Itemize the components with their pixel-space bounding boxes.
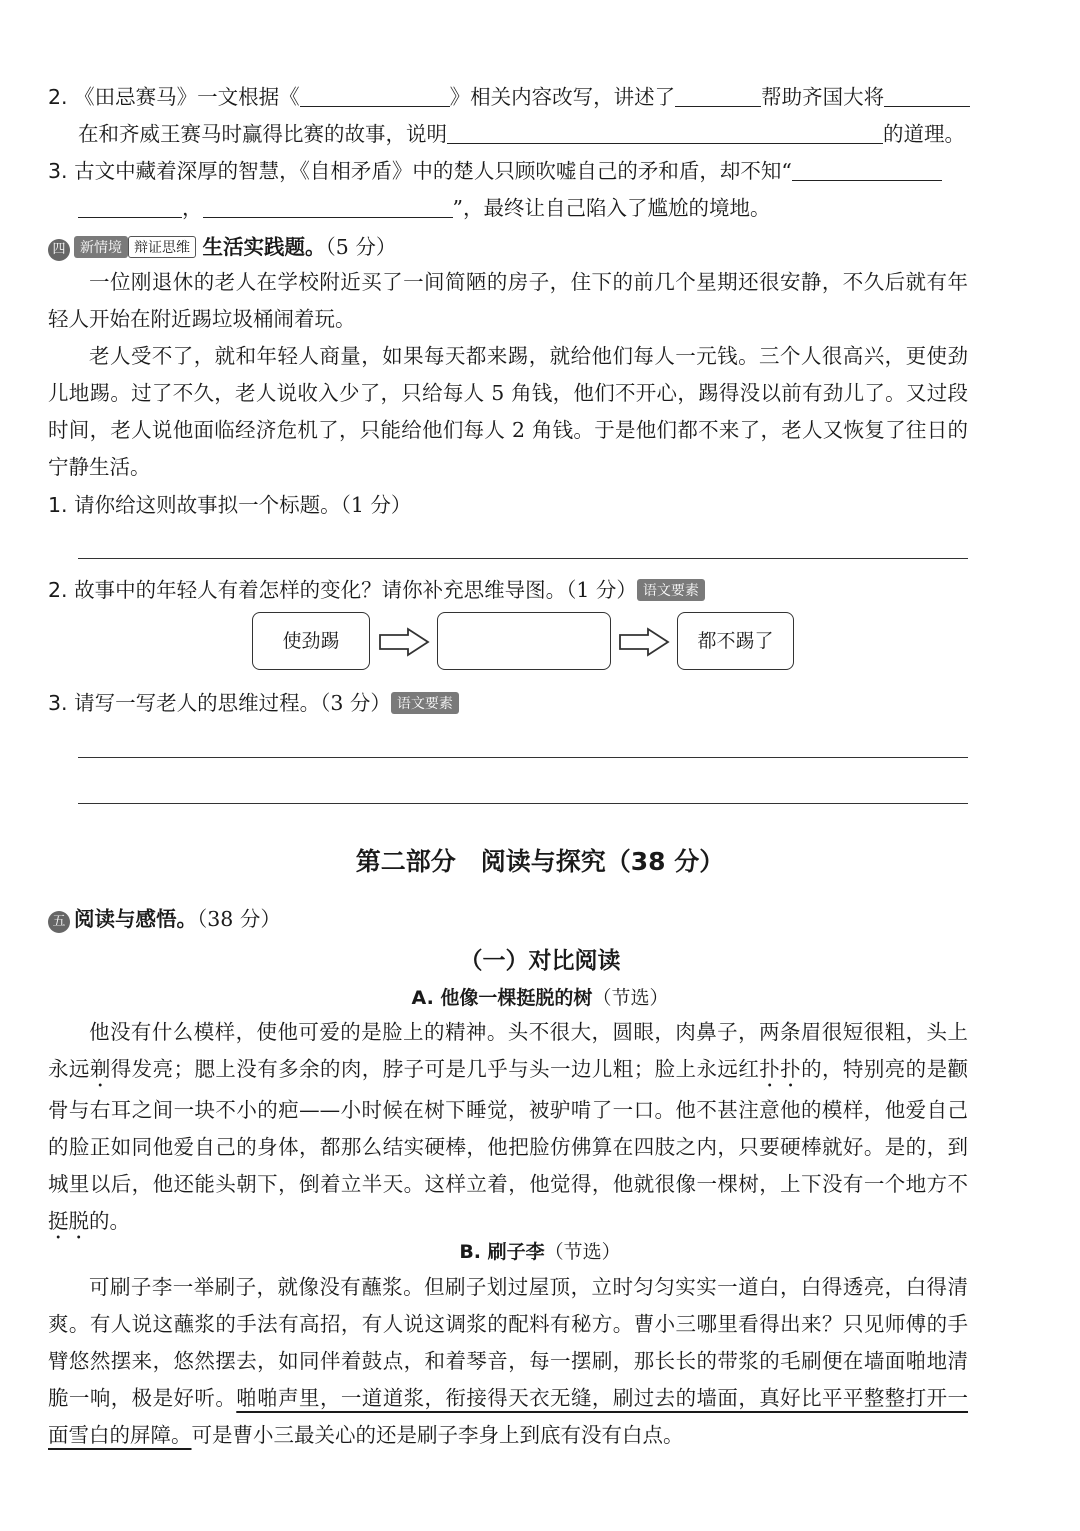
section-title: 阅读与感悟。 [74,907,197,931]
answer-blank[interactable] [447,121,883,144]
passage-a-text: 他没有什么模样，使他可爱的是脸上的精神。头不很大，圆眼，肉鼻子，两条眉很短很粗，头上永远剃得发亮；腮上没有多余的肉，脖子可是几乎与头一边儿粗；脸上永远红扑扑的，特别亮的是颧骨与右耳之间一块不小的疤——小时候在树下睡觉，被驴啃了一口。他不甚注意他的模样，他爱自己的脸正如同他爱自己的身体，都那么结实硬棒，他把脸仿佛算在四肢之内，只要硬棒就好。是的，到城里以后，他还能头朝下，倒着立半天。这样立着，他觉得，他就很像一棵树，上下没有一个地方不挺脱的。 [48,1020,969,1233]
passage-a-title: A. 他像一棵挺脱的树（节选） [411,987,669,1009]
answer-line[interactable] [78,757,968,758]
answer-blank[interactable] [203,195,453,218]
question-3-line1: 3. 古文中藏着深厚的智慧，《自相矛盾》中的楚人只顾吹嘘自己的矛和盾，却不知“ [48,154,942,184]
mindmap-box-end: 都不踢了 [677,612,794,670]
section-number-badge: 四 [48,239,70,261]
reading-heading: （一）对比阅读 [459,948,621,974]
answer-blank[interactable] [884,84,970,107]
section-4-header: 四 新情境 辩证思维 生活实践题。（5 分） [48,230,396,261]
mindmap-box-blank[interactable] [437,612,611,670]
underlined-sentence: 啪啪声里，一道道浆，衔接得天衣无缝，刷过去的墙面，真好比平平整整打开一面雪白的屏障。 [48,1386,969,1447]
story-paragraph-1: 一位刚退休的老人在学校附近买了一间简陋的房子，住下的前几个星期还很安静，不久后就有年轻人开始在附近踢垃圾桶闹着玩。 [48,270,968,331]
story-paragraph-2: 老人受不了，就和年轻人商量，如果每天都来踢，就给他们每人一元钱。三个人很高兴，更使劲儿地踢。过了不久，老人说收入少了，只给每人 5 角钱，他们不开心，踢得没以前有劲儿了。又过段时间，老人说他面临经济危机了，只能给他们每人 2 角钱。于是他们都不来了，老人又恢复了往日的宁静生活。 [48,344,968,479]
part-2-title: 第二部分 阅读与探究（38 分） [355,847,725,876]
question-2-line1: 2. 《田忌赛马》一文根据《 》相关内容改写，讲述了 帮助齐国大将 [48,80,970,110]
tag-language-element: 语文要素 [391,692,459,714]
answer-line[interactable] [78,803,968,804]
section-5-header: 五 阅读与感悟。（38 分） [48,902,281,933]
sub-question-2: 2. 故事中的年轻人有着怎样的变化？请你补充思维导图。（1 分） 语文要素 [48,573,705,603]
answer-blank[interactable] [675,84,761,107]
right-arrow-icon [618,627,670,657]
tag-language-element: 语文要素 [637,579,705,601]
answer-blank[interactable] [792,158,942,181]
passage-b-text: 可刷子李一举刷子，就像没有蘸浆。但刷子划过屋顶，立时匀匀实实一道白，白得透亮，白得清爽。有人说这蘸浆的手法有高招，有人说这调浆的配料有秘方。曹小三哪里看得出来？只见师傅的手臂悠然摆来，悠然摆去，如同伴着鼓点，和着琴音，每一摆刷，那长长的带浆的毛刷便在墙面啪地清脆一响，极是好听。啪啪声里，一道道浆，衔接得天衣无缝，刷过去的墙面，真好比平平整整打开一面雪白的屏障。可是曹小三最关心的还是刷子李身上到底有没有白点。 [48,1275,969,1447]
right-arrow-icon [378,627,430,657]
passage-b-title: B. 刷子李（节选） [459,1241,621,1263]
question-2-line2: 在和齐威王赛马时赢得比赛的故事，说明 的道理。 [78,122,965,146]
sub-question-1: 1. 请你给这则故事拟一个标题。（1 分） [48,493,412,517]
mindmap-box-start: 使劲踢 [252,612,370,670]
section-number-badge: 五 [48,911,70,933]
answer-blank[interactable] [78,195,182,218]
question-3-line2: ， ”，最终让自己陷入了尴尬的境地。 [78,191,770,221]
answer-line[interactable] [78,558,968,559]
sub-question-3: 3. 请写一写老人的思维过程。（3 分） 语文要素 [48,686,459,716]
answer-blank[interactable] [300,84,450,107]
tag-dialectic: 辩证思维 [128,236,196,258]
tag-new-context: 新情境 [74,236,128,258]
section-title: 生活实践题。 [202,235,326,259]
